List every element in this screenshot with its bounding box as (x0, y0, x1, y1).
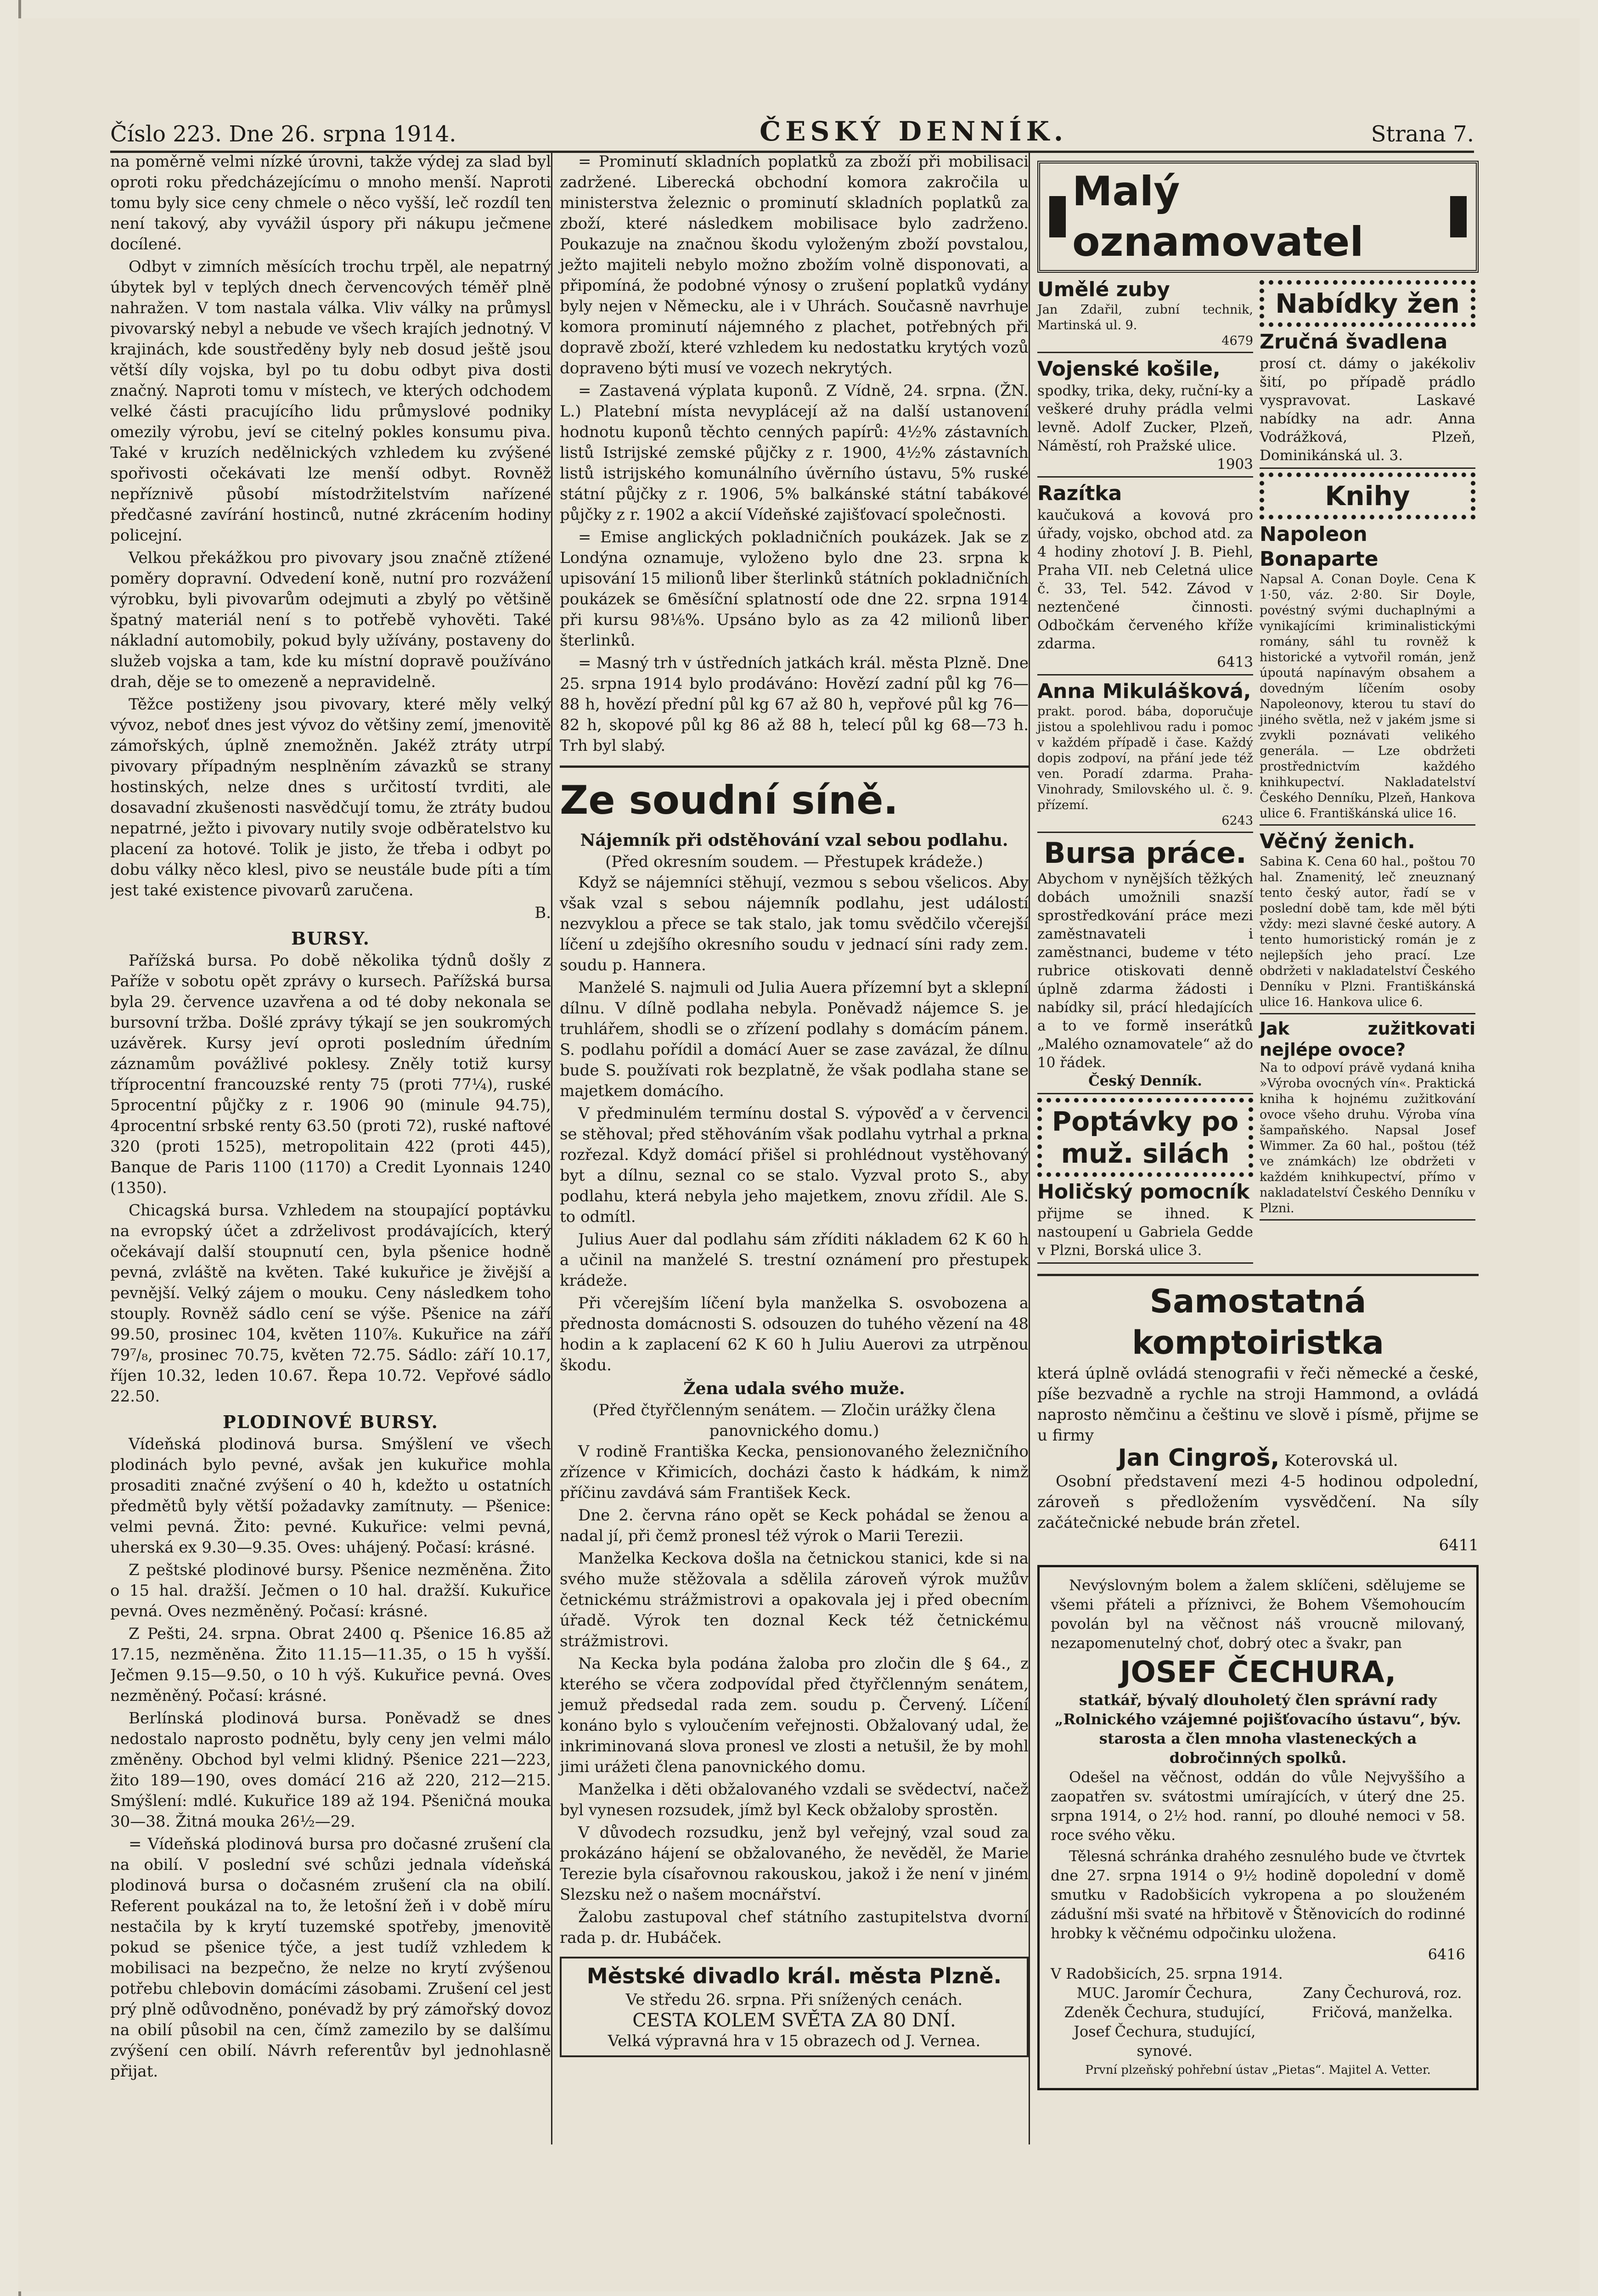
case-2-title: Žena udala svého muže. (683, 1379, 905, 1398)
ad-vecny-text: Sabina K. Cena 60 hal., poštou 70 hal. Znamenitý, leč zneuznaný tento český autor, řadí se v poslední době tam, kde měl býti vždy: mezi slavné české autory. A tento humoristický román je z nejlepších jeho prací. Lze obdržeti v nakladatelství Českého Denníku v Plzni. Františkánská ulice 16. Hankova ulice 6. (1260, 855, 1475, 1009)
case-2-paragraph: Manželka i děti obžalovaného vzdali se svědectví, načež byl vynesen rozsudek, jímž byl Keck obžaloby sprostěn. (560, 1780, 1029, 1819)
ad-samostatna-text-2: Osobní představení mezi 4-5 hodinou odpolední, zároveň s předložením vysvědčení. Na síly začátečnické nebude brán zřetel. (1037, 1472, 1479, 1532)
ad-bursa-title: Bursa práce. (1044, 836, 1247, 870)
article-kupony: = Zastavená výplata kuponů. Z Vídně, 24. srpna. (ŽN. L.) Platební místa nevyplácejí až na další ustanovení hodnotu kuponů těchto cenných papírů: 4½% zástavních listů Istrijské zemské půjčky z r. 1900, 4½% zástavních listů istrijského komunálního úvěrního ústavu, 5% ruské státní půjčky z r. 1906, 5% balkánské státní tabákové půjčky z r. 1902 a akcií Vídeňské zajišťovací společnosti. (560, 382, 1029, 524)
case-1-paragraph: V předminulém termínu dostal S. výpověď a v červenci se stěhoval; před stěhováním však podlahu vytrhal a prkna rozřezal. Když domácí přišel si prohlédnout vystěhovaný byt a dílnu, seznal co se stalo. Vyzval proto S., aby podlahu, která nebyla jeho majetkem, znovu zřídil. Ale S. to odmítl. (560, 1104, 1029, 1226)
pest-bursa: Z peštské plodinové bursy. Pšenice nezměněna. Žito o 15 hal. dražší. Ječmen o 10 hal. dražší. Kukuřice pevná. Oves nezměněný. Počasí: krásné. (110, 1561, 551, 1621)
case-1-paragraph: Manželé S. najmuli od Julia Auera přízemní byt a sklepní dílnu. V dílně podlaha nebyla. Poněvadž nájemce S. je truhlářem, shodli se o zřízení podlahy s domácím pánem. S. podlahu pořídil a domácí Auer se zase zavázal, že dílnu bude S. používati rok bezplatně, že však podlaha stane se majetkem domácího. (560, 979, 1029, 1100)
obituary-intro: Nevýslovným bolem a žalem sklíčeni, sdělujeme se všemi přáteli a příznivci, že Bohem Všemohoucím povolán byl na věčnost náš vroucně milovaný, nezapomenutelný choť, dobrý otec a švakr, pan (1051, 1576, 1465, 1652)
ad-samostatna-number: 6411 (1439, 1536, 1479, 1554)
article-paragraph: Velkou překážkou pro pivovary jsou značně ztížené poměry dopravní. Odvedení koně, nutní pro rozvážení výrobku, byli pivovarům odejmuti a zbylý po většině špatný materiál není s to potřebě vyhověti. Také nákladní automobily, pokud byly užívány, postaveny do služeb vojska a tam, kde ku místní dopravě používáno drah, děje se to omezeně a nepravidelně. (110, 549, 551, 691)
chicago-bursa: Chicagská bursa. Vzhledem na stoupající poptávku na evropský účet a zdrželivost prodávajících, který očekávají další stoupnutí cen, byla pšenice hodně pevná, zvláště na květen. Také kukuřice je živější a pevnější. Velký zájem o mouku. Ceny následkem toho stouply. Rovněž sádlo cení se výše. Pšenice na září 99.50, prosinec 104, květen 110⅞. Kukuřice na září 79⁷/₈, prosinec 70.75, květen 72.75. Sádlo: září 10.17, říjen 10.32, leden 10.67. Řepa 10.72. Vepřové sádlo 22.50. (110, 1201, 551, 1406)
obituary-title: statkář, bývalý dlouholetý člen správní rady „Rolnického vzájemné pojišťovacího ústavu“, býv. starosta a člen mnoha vlasteneckých a dobročinných spolků. (1055, 1691, 1461, 1767)
obituary-name: JOSEF ČECHURA, (1120, 1655, 1396, 1689)
ad-napoleon (1260, 522, 1475, 826)
ad-zuby-number: 4679 (1221, 334, 1253, 348)
obituary-sign-left: MUC. Jaromír Čechura, Zdeněk Čechura, studující, Josef Čechura, studující, synové. (1064, 1984, 1266, 2060)
ad-samostatna-title: Samostatná komptoiristka (1037, 1274, 1479, 1363)
paper-title: ČESKÝ DENNÍK. (760, 116, 1068, 147)
obituary-sign-right: Zany Čechurová, roz. Fričová, manželka. (1303, 1984, 1462, 2021)
ad-kosile-text: spodky, trika, deky, ruční-ky a veškeré druhy prádla velmi levně. Adolf Zucker, Plzeň, Náměstí, roh Pražské ulice. (1037, 383, 1253, 454)
obituary-number: 6416 (1428, 1946, 1465, 1963)
berlin-bursa: Berlínská plodinová bursa. Poněvadž se dnes nedostalo naprosto podnětu, byly ceny jen velmi málo změněny. Obchod byl velmi klidný. Pšenice 221—223, žito 189—190, oves domácí 216 až 220, 212—215. Smýšlení: mdlé. Kukuřice 189 až 194. Pšeničná mouka 30—38. Žitná mouka 26½—29. (110, 1709, 551, 1831)
ad-svadlena-title: Zručná švadlena (1260, 330, 1448, 354)
ad-samostatna-street: Koterovská ul. (1284, 1452, 1398, 1470)
ad-samostatna-firm-row (1037, 1444, 1479, 1472)
ad-kosile (1037, 357, 1253, 478)
case-2-subtitle: (Před čtyřčlenným senátem. — Zločin urážky člena panovnického domu.) (592, 1401, 996, 1440)
ad-zuzitkovati (1260, 1018, 1475, 1221)
article-paragraph: na poměrně velmi nízké úrovni, takže výdej za slad byl oproti roku předcházejícímu o mnoho menší. Naproti tomu byly sice ceny chmele o něco vyšší, leč rozdíl ten není takový, aby vyvážil úspory při nákupu ječmene docílené. (110, 152, 551, 253)
case-1-title: Nájemník při odstěhování vzal sebou podlahu. (580, 831, 1008, 850)
obituary (1037, 1565, 1479, 2090)
case-2-paragraph: Manželka Keckova došla na četnickou stanici, kde si na svého muže stěžovala a sdělila zároveň výrok mužův četnickému strážmistrovi a opakovala jej i před obecním úřadě. Výrok ten doznal Keck též četnickému strážmistrovi. (560, 1549, 1029, 1650)
ad-holicsky-text: přijme se ihned. K nastoupení u Gabriela Gedde v Plzni, Borská ulice 3. (1037, 1205, 1253, 1259)
column-2 (551, 152, 1029, 2144)
ad-vecny-zenich (1260, 829, 1475, 1014)
case-1-paragraph: Když se nájemníci stěhují, vezmou s sebou všelicos. Aby však vzal s sebou nájemník podlahu, jest událostí nezvyklou a přece se tak stalo, jak tomu svědčilo včerejší líčení u zdejšího okresního soudu v jednací síni rady zem. soudu p. Hannera. (560, 873, 1029, 974)
ad-anna-title: Anna Mikulášková, (1037, 680, 1251, 703)
ad-anna-number: 6243 (1221, 814, 1253, 828)
ad-samostatna-text: která úplně ovládá stenografii v řeči německé a české, píše bezvadně a rychle na stroji Hammond, a ovládá naprosto němčinu a češtinu ve slově i písmě, přijme se u firmy (1037, 1364, 1479, 1445)
article-emise: = Emise anglických pokladničních poukázek. Jak se z Londýna oznamuje, vyloženo bylo dne 23. srpna k upisování 15 milionů liber šterlinků státních pokladničních poukázek se 6měsíční splatností ode dne 22. srpna 1914 při kursu 98⅛%. Upsáno bylo as za 42 milionů liber šterlinků. (560, 528, 1029, 650)
article-paragraph: Odbyt v zimních měsících trochu trpěl, ale nepatrný úbytek byl v teplých dnech červencových téměř plně nahražen. V tom nastala válka. Vliv války na průmysl pivovarský nebyl a nebude ve všech krajích jednotný. V krajinách, kde soustředěny byly neb dosud ještě jsou větší díly vojska, byl po tu dobu odbyt piva dosti značný. Naproti tomu v místech, ve kterých odchodem velké části pracujícího lidu průmyslové podniky omezily výrobu, jeví se citelný pokles konsumu piva. Také v kruzích nedělnických vzhledem ku zvýšené spořivosti očekávati lze menší odbyt. Rovněž nepříznivě působí místodržitelstvím nařízené předčasné zavírání hostinců, nutné zkrácením hodiny policejní. (110, 258, 551, 545)
ad-razitka-text: kaučuková a kovová pro úřady, vojsko, obchod atd. za 4 hodiny zhotoví J. B. Piehl, Praha VII. neb Celetná ulice č. 33, Tel. 542. Závod v neztenčené činnosti. Odbočkám červeného kříže zdarma. (1037, 507, 1253, 652)
ad-kosile-title: Vojenské košile, (1037, 357, 1221, 381)
ad-svadlena-text: prosí ct. dámy o jakékoliv šití, po případě prádlo vyspravovat. Laskavé nabídky na adr. Anna Vodrážková, Plzeň, Dominikánská ul. 3. (1260, 355, 1475, 464)
ad-razitka-title: Razítka (1037, 482, 1122, 505)
ad-svadlena (1260, 330, 1475, 469)
case-1-paragraph: Při včerejším líčení byla manželka S. osvobozena a přednosta domácnosti S. odsouzen do tuhého vězení na 48 hodin a k zaplacení 62 K 60 h Juliu Auerovi za utrpěnou škodu. (560, 1294, 1029, 1374)
page-header (110, 106, 1474, 153)
section-heading-plodinove: PLODINOVÉ BURSY. (223, 1412, 439, 1432)
pest-bursa-2: Z Pešti, 24. srpna. Obrat 2400 q. Pšenice 16.85 až 17.15, nezměněna. Žito 11.15—11.35, o 15 h vyšší. Ječmen 9.15—9.50, o 10 h výš. Kukuřice pevná. Oves nezměněný. Počasí: krásné. (110, 1625, 551, 1705)
ad-zuby-text: Jan Zdařil, zubní technik, Martinská ul. 9. (1037, 303, 1253, 332)
ad-samostatna-firm: Jan Cingroš, (1118, 1444, 1280, 1472)
ad-anna (1037, 679, 1253, 833)
theatre-date: Ve středu 26. srpna. Při snížených cenách. (625, 1991, 963, 2009)
ad-bursa-text: Abychom v nynějších těžkých dobách umožnili snazší sprostředkování práce mezi zaměstnavateli i zaměstnanci, budeme v této rubrice otiskovati denně úplně zdarma žádosti i nabídky sil, prácí hledajících a to ve formě inserátků „Malého oznamovatele“ až do 10 řádek. (1037, 871, 1253, 1071)
ad-kosile-number: 1903 (1217, 456, 1253, 473)
section-heading-bursy: BURSY. (291, 928, 370, 949)
classified-ads (1037, 277, 1479, 1267)
theatre-note: Velká výpravná hra v 15 obrazech od J. Vernea. (608, 2032, 981, 2050)
article-skladni-poplatky: = Prominutí skladních poplatků za zboží při mobilisaci zadržené. Liberecká obchodní komora zakročila u ministerstva železnic o prominutí skladních poplatků za zboží, které následkem mobilisace bylo zadrženo. Poukazuje na značnou škodu vyloženým zboží povstalou, ježto majiteli nebylo možno zbožím volně disponovati, a připomíná, že podobné výnosy o zrušení poplatků vydány byly nejen v Německu, ale i v Uhrách. Současně navrhuje komora prominutí nájemného z plachet, potřebných při dopravě zboží, které vzhledem ku nedostatku krytých vozů dopraveno býti musí ve vozech nekrytých. (560, 152, 1029, 377)
ad-razitka-number: 6413 (1217, 654, 1253, 670)
obituary-footer: První plzeňský pohřební ústav „Pietas“. Majitel A. Vetter. (1085, 2063, 1431, 2077)
ad-bursa-signature: Český Denník. (1088, 1073, 1202, 1089)
obituary-text-2: Tělesná schránka drahého zesnulého bude ve čtvrtek dne 27. srpna 1914 o 9½ hodině dopolední v domě smutku v Radobšicích vykropena a po slouženém zádušní mši svaté na hřbitově v Štěnovicích do rodinné hrobky k věčnému odpočinku uložena. (1051, 1847, 1465, 1942)
case-2-paragraph: V důvodech rozsudku, jenž byl veřejný, vzal soud za prokázáno hájení se obžalovaného, že nevěděl, že Marie Terezie byla císařovnou rakouskou, jakož i že není v jiném Slezsku než o našem mocnářství. (560, 1823, 1029, 1904)
paris-bursa: Pařížská bursa. Po době několika týdnů došly z Paříže v sobotu opět zprávy o kursech. Pařížská bursa byla 29. července uzavřena a od té doby nekonala se bursovní tržba. Došlé zprávy týkají se jen soukromých uzávěrek. Kursy jeví oproti posledním úředním záznamům povážlivé poklesy. Zněly totiž kursy tříprocentní francouzské renty 75 (proti 77¼), ruské 5procentní půjčky z r. 1906 90 (minule 94.75), 4procentní srbské renty 63.50 (proti 72), ruské naftové 320 (proti 1525), metropolitain 422 (proti 445), Banque de Paris 1100 (1170) a Credit Lyonnais 1240 (1350). (110, 951, 551, 1197)
ad-napoleon-text: Napsal A. Conan Doyle. Cena K 1·50, váz. 2·80. Sir Doyle, povéstný svými duchaplnými a vynikajícími kriminalistickými romány, sáhl tu rovněž k historické a vytvořil román, jenž úpoutá napínavým obsahem a dovedným líčením osoby Napoleonovy, kterou tu staví do jiného světla, než v jakém jsme si zvykli poznávati velikého generála. — Lze obdržeti prostřednictvím každého knihkupectví. Nakladatelství Českého Denníku, Plzeň, Hankova ulice 6. Františkánská ulice 16. (1260, 572, 1475, 821)
article-signature: B. (535, 904, 551, 922)
ad-zuby-title: Umělé zuby (1037, 278, 1170, 301)
classified-banner-title: Malý oznamovatel (1072, 168, 1364, 265)
court-section-heading: Ze soudní síně. (560, 765, 1029, 826)
obituary-text: Odešel na věčnost, oddán do vůle Nejvyššího a zaopatřen sv. svátostmi umírajících, v úterý dne 25. srpna 1914, o 2½ hod. ranní, po dlouhé nemoci v 58. roce svého věku. (1051, 1768, 1465, 1844)
banner-bar-right (1450, 196, 1467, 237)
case-1-paragraph: Julius Auer dal podlahu sám zříditi nákladem 62 K 60 h a učinil na manželé S. trestní oznámení pro přestupek krádeže. (560, 1230, 1029, 1290)
ad-zuzitkovati-title: Jak zužitkovati nejlépe ovoce? (1260, 1019, 1475, 1060)
case-2-paragraph: Na Kecka byla podána žaloba pro zločin dle § 64., z kteréhо se včera zodpovídal před čtyřčlenným senátem, jemuž předsedal rada zem. soudu p. Červený. Líčení konáno bylo s vyloučením veřejnosti. Obžalovaný udal, že inkriminovaná slova pronesl ve zlosti a netušil, že by mohl jimi urážeti člena panovnického domu. (560, 1654, 1029, 1776)
issue-info: Číslo 223. Dne 26. srpna 1914. (110, 121, 456, 147)
ad-vecny-title: Věčný ženich. (1260, 830, 1415, 853)
ad-holicsky (1037, 1180, 1253, 1264)
vienna-bursa-clo: = Vídeňská plodinová bursa pro dočasné zrušení cla na obilí. V poslední své schůzi jednala vídeňská plodinová bursa o dočasném zrušení cla na obilí. Referent poukázal na to, že letošní žeň i v době míru nestačila by k krytí tuzemské spotřeby, jmenovitě pokud se pšenice týče, a jest tudíž vzhledem k mobilisaci na bezpečno, že nelze no krytí zvýšenou potřebu chlebovin domácími zásobami. Zrušení cel jest prý plně odůvodněno, ponévadž by prý zámořský dovoz na obilí působil na cen, čímž zamezilo by se dalšímu zvýšení cen obilí. Návrh referentův byl jednohlasně přijat. (110, 1835, 551, 2081)
case-1-subtitle: (Před okresním soudem. — Přestupek krádeže.) (605, 853, 983, 871)
article-masny-trh: = Masný trh v ústředních jatkách král. města Plzně. Dne 25. srpna 1914 bylo prodáváno: Hovězí zadní půl kg 76—88 h, hovězí přední půl kg 67 až 80 h, vepřové půl kg 76—82 h, skopové půl kg 86 až 88 h, telecí půl kg 68—73 h. Trh byl slabý. (560, 654, 1029, 755)
obituary-signatures (1051, 1983, 1465, 2060)
ads-left-column (1037, 277, 1253, 1267)
ad-bursa-prace (1037, 837, 1253, 1094)
case-2-paragraph: Žalobu zastupoval chef státního zastupitelstva dvorní rada p. dr. Hubáček. (560, 1908, 1029, 1947)
theatre-notice (560, 1957, 1029, 2057)
ad-razitka (1037, 481, 1253, 675)
ads-right-column (1260, 277, 1475, 1267)
case-2-paragraph: V rodině Františka Kecka, pensionovaného železničního zřízence v Křimicích, docházi často k hádkám, k nimž příčinu zavdává sám František Keck. (560, 1442, 1029, 1502)
vienna-bursa: Vídeňská plodinová bursa. Smýšlení ve všech plodinách bylo pevné, avšak jen kukuřice mohla prosaditi značné zvýšení o 40 h, kdežto u ostatních předmětů byly větší požadavky zamítnuty. — Pšenice: velmi pevná. Žito: pevné. Kukuřice: velmi pevná, uherská ex 9.30—9.35. Oves: uhájený. Počasí: krásné. (110, 1435, 551, 1557)
theatre-play: CESTA KOLEM SVĚTA ZA 80 DNÍ. (632, 2010, 956, 2031)
ad-zuzitkovati-text: Na to odpoví právě vydaná kniha »Výroba ovocných vín«. Praktická kniha k hojnému zužitkování ovoce všeho druhu. Výroba vína šampaňského. Napsal Josef Wimmer. Za 60 hal., poštou (též ve známkách) lze obdržeti v každém knihkupectví, přímo v nakladatelství Českého Denníku v Plzni. (1260, 1061, 1475, 1216)
ad-knihy-banner: Knihy (1260, 473, 1475, 519)
classified-banner (1037, 161, 1479, 273)
ad-holicsky-title: Holičský pomocník (1037, 1180, 1250, 1204)
page-number: Strana 7. (1371, 121, 1474, 147)
ad-zuby (1037, 277, 1253, 353)
case-2-paragraph: Dne 2. června ráno opět se Keck pohádal se ženou a nadal jí, při čemž pronesl též výrok o Marii Terezii. (560, 1506, 1029, 1545)
column-1 (110, 152, 551, 2144)
article-paragraph: Těžce postiženy jsou pivovary, které měly velký vývoz, neboť dnes jest vývoz do většiny zemí, jmenovitě zámořských, úplně znemožněn. Jakéž ztráty utrpí pivovary případným nesplněním závazků se strany hostinských, nelze dnes s určitostí tvrditi, ale dosavadní zkušenosti nasvědčují tomu, že ztráty budou nepatrné, ježto i pivovary nutily svoje odběratelstvo ku placení za hotové. Tolik je jisto, že třeba i odbyt po dobu války něco klesl, pivo se neustále bude píti a tím jest také existence pivovarů zaručena. (110, 695, 551, 900)
ad-poptavky-banner: Poptávky po muž. silách (1037, 1098, 1253, 1177)
banner-bar-left (1049, 196, 1066, 237)
ad-napoleon-title: Napoleon Bonaparte (1260, 523, 1379, 571)
ad-anna-text: prakt. porod. bába, doporučuje jistou a spolehlivou radu i pomoc v každém případě i čase. Každý dopis zodpoví, na přání jede též ven. Poradí zdarma. Praha-Vinohrady, Smilovského ul. č. 9. přízemí. (1037, 704, 1253, 812)
ad-nabidky-banner: Nabídky žen (1260, 280, 1475, 327)
column-3 (1029, 152, 1479, 2144)
obituary-place: V Radobšicích, 25. srpna 1914. (1051, 1965, 1283, 1982)
theatre-title: Městské divadlo král. města Plzně. (586, 1964, 1002, 1988)
